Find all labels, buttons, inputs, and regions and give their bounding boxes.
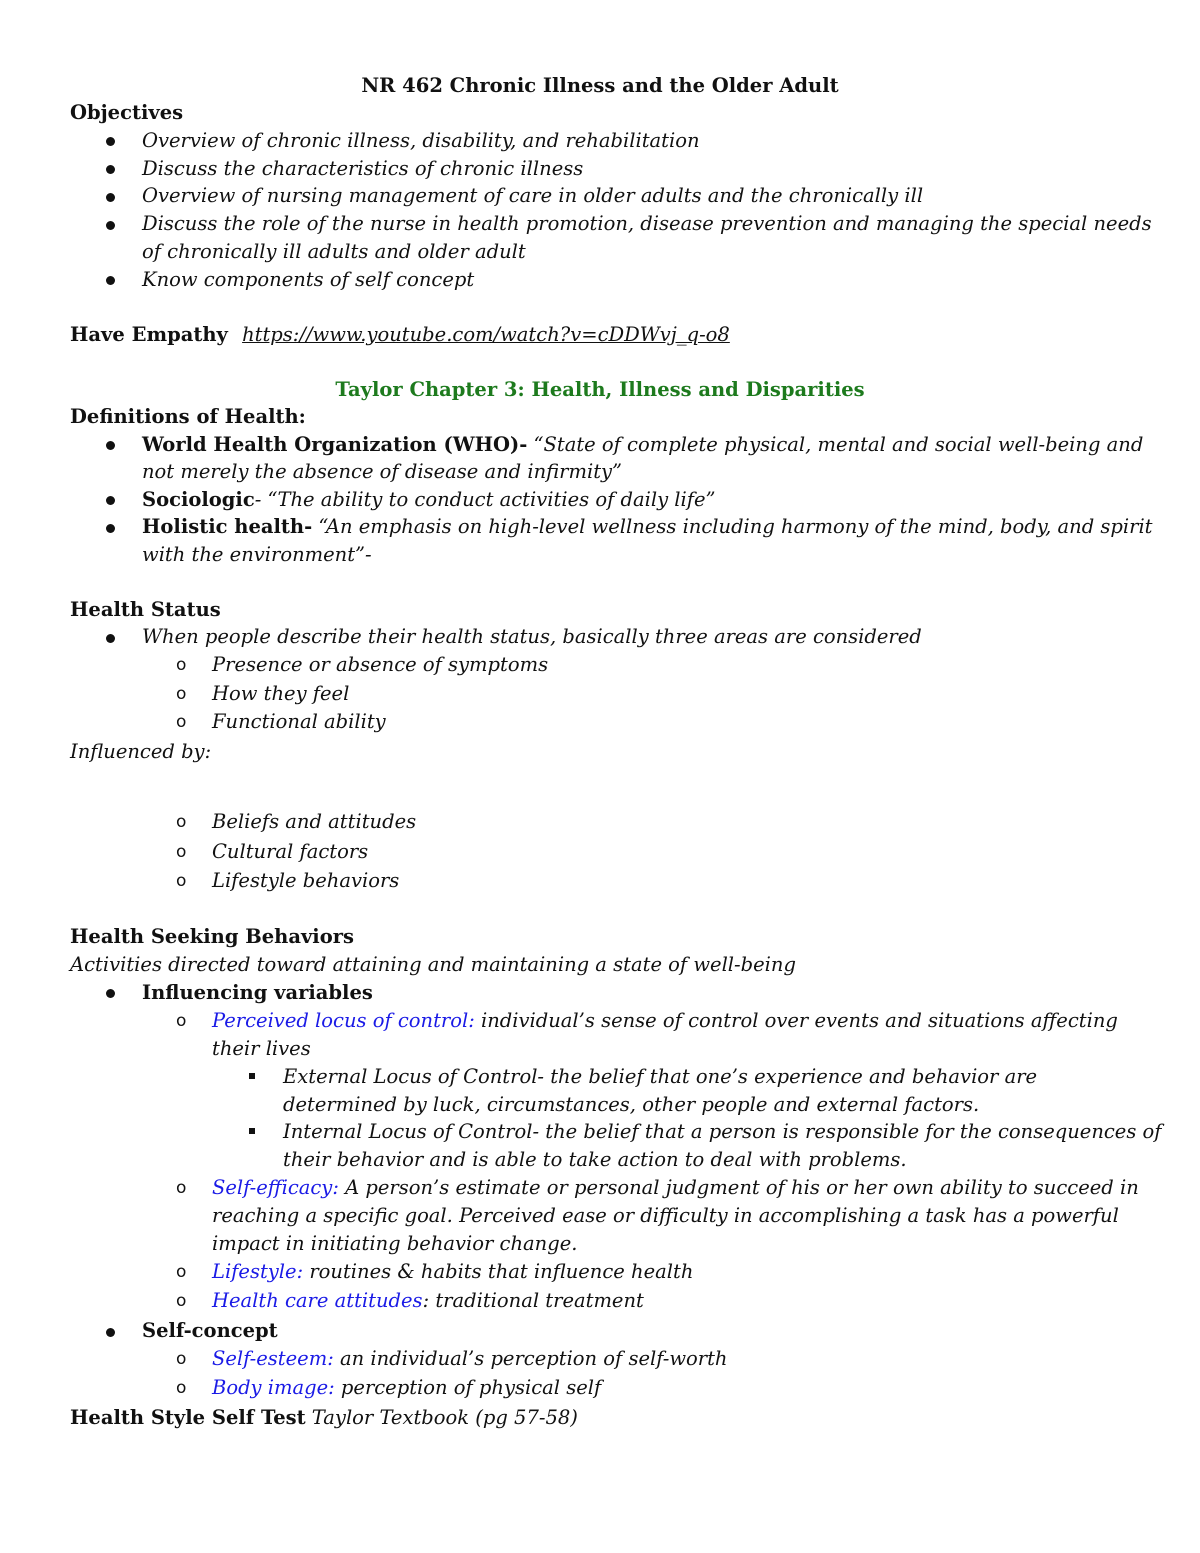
youtube-link[interactable]: https://www.youtube.com/watch?v=cDDWvj_q-o8 [242,323,730,346]
seeking-definition: Activities directed toward attaining and maintaining a state of well-being [70,953,796,976]
style-test-label: Health Style Self Test [70,1406,306,1429]
circle-bullet-icon: o [176,1262,187,1282]
who-term: World Health Organization (WHO)- [142,433,528,456]
square-bullet-icon [249,1128,255,1134]
esteem-term: Self-esteem: [212,1347,334,1370]
holistic-term: Holistic health- [142,515,313,538]
influencing-variables-label: Influencing variables [142,981,373,1004]
holistic-definition [142,513,1153,541]
external-locus: External Locus of Control- the belief that one’s experience and behavior are [283,1065,1038,1088]
bullet-icon [106,193,115,202]
circle-bullet-icon: o [176,684,187,704]
body-term: Body image: [212,1376,335,1399]
objective-item: Know components of self concept [142,268,475,291]
who-def: “State of complete physical, mental and social well-being and [527,433,1144,456]
efficacy-def: A person’s estimate or personal judgment of his or her own ability to succeed in [338,1176,1139,1199]
circle-bullet-icon: o [176,1011,187,1031]
empathy-line [70,321,730,349]
health-status-heading: Health Status [70,598,221,621]
health-status-area: How they feel [212,682,350,705]
sociologic-definition [142,486,715,514]
lifestyle-def: routines & habits that influence health [303,1260,694,1283]
body-image [212,1374,601,1402]
holistic-def-continued: with the environment”- [142,543,372,566]
lifestyle-term: Lifestyle: [212,1260,304,1283]
attitudes-term: Health care attitudes [212,1289,423,1312]
body-def: perception of physical self [334,1376,602,1399]
objective-item: Discuss the role of the nurse in health promotion, disease prevention and managing the special needs [142,212,1152,235]
square-bullet-icon [249,1073,255,1079]
locus-of-control [212,1007,1118,1035]
external-locus-continued: determined by luck, circumstances, other people and external factors. [283,1093,980,1116]
influenced-label: Influenced by: [70,740,212,763]
internal-locus: Internal Locus of Control- the belief that a person is responsible for the consequences of [283,1120,1162,1143]
bullet-icon [106,276,115,285]
circle-bullet-icon: o [176,1178,187,1198]
circle-bullet-icon: o [176,812,187,832]
efficacy-def-continued: impact in initiating behavior change. [212,1232,578,1255]
circle-bullet-icon: o [176,1349,187,1369]
health-status-intro: When people describe their health status, basically three areas are considered [142,625,922,648]
bullet-icon [106,989,115,998]
health-status-area: Functional ability [212,710,386,733]
circle-bullet-icon: o [176,842,187,862]
circle-bullet-icon: o [176,871,187,891]
sociologic-term: Sociologic [142,488,255,511]
objective-item: Discuss the characteristics of chronic illness [142,157,584,180]
locus-def-continued: their lives [212,1037,311,1060]
style-test-ref: Taylor Textbook (pg 57-58) [305,1406,578,1429]
health-care-attitudes [212,1287,644,1315]
bullet-icon [106,221,115,230]
circle-bullet-icon: o [176,712,187,732]
circle-bullet-icon: o [176,655,187,675]
objective-item-continued: of chronically ill adults and older adult [142,240,526,263]
influence-item: Cultural factors [212,840,369,863]
self-esteem [212,1345,728,1373]
locus-term: Perceived locus of control: [212,1009,475,1032]
lifestyle [212,1258,693,1286]
definitions-heading: Definitions of Health: [70,405,306,428]
bullet-icon [106,137,115,146]
empathy-label: Have Empathy [70,323,228,346]
style-test [70,1404,578,1432]
internal-locus-continued: their behavior and is able to take action to deal with problems. [283,1148,907,1171]
influence-item: Beliefs and attitudes [212,810,417,833]
objectives-heading: Objectives [70,101,184,124]
circle-bullet-icon: o [176,1291,187,1311]
efficacy-def-continued: reaching a specific goal. Perceived ease or difficulty in accomplishing a task has a powerful [212,1204,1119,1227]
bullet-icon [106,441,115,450]
circle-bullet-icon: o [176,1378,187,1398]
esteem-def: an individual’s perception of self-worth [333,1347,728,1370]
holistic-def: “An emphasis on high-level wellness including harmony of the mind, body, and spirit [312,515,1153,538]
self-concept-label: Self-concept [142,1319,278,1342]
sociologic-def: - “The ability to conduct activities of daily life” [254,488,716,511]
seeking-heading: Health Seeking Behaviors [70,925,354,948]
bullet-icon [106,1328,115,1337]
bullet-icon [106,496,115,505]
who-definition [142,431,1143,459]
efficacy-term: Self-efficacy: [212,1176,339,1199]
self-efficacy [212,1174,1139,1202]
bullet-icon [106,634,115,643]
health-status-area: Presence or absence of symptoms [212,653,549,676]
objective-item: Overview of chronic illness, disability, and rehabilitation [142,129,700,152]
bullet-icon [106,524,115,533]
objective-item: Overview of nursing management of care in older adults and the chronically ill [142,184,924,207]
bullet-icon [106,165,115,174]
chapter-title: Taylor Chapter 3: Health, Illness and Disparities [335,378,865,401]
attitudes-def: : traditional treatment [422,1289,644,1312]
who-def-continued: not merely the absence of disease and infirmity” [142,460,623,483]
page-title: NR 462 Chronic Illness and the Older Adult [361,74,839,97]
locus-def: individual’s sense of control over events and situations affecting [474,1009,1118,1032]
influence-item: Lifestyle behaviors [212,869,400,892]
